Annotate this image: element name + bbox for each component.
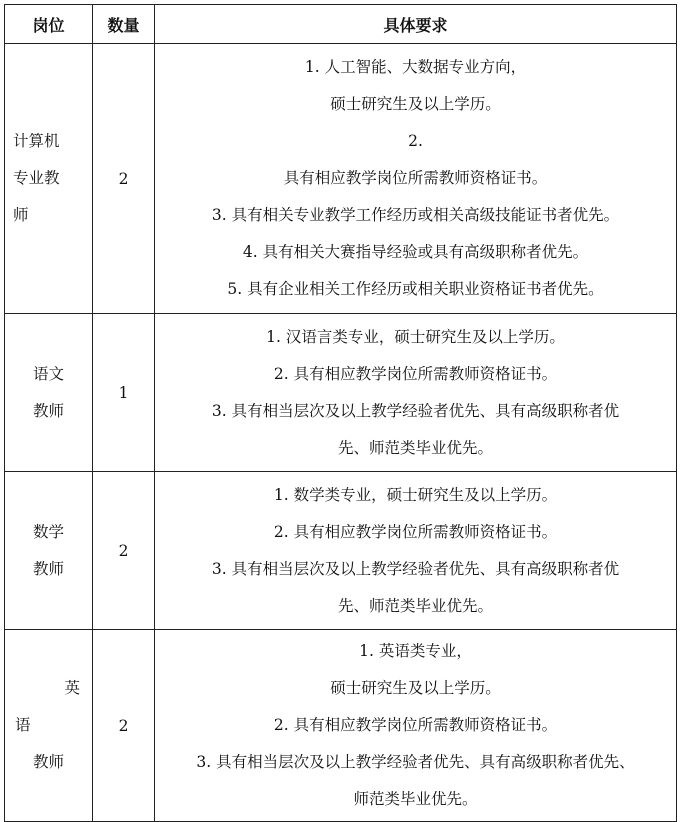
position-line: 数学 (32, 522, 64, 541)
header-count: 数量 (93, 5, 155, 44)
position-line: 教师 (32, 753, 64, 771)
requirements-cell (155, 44, 677, 314)
position-cell (5, 44, 93, 314)
requirement-line: 3. 具有相当层次及以上教学经验者优先、具有高级职称者优先、 (196, 753, 635, 771)
requirement-line: 1. 汉语言类专业，硕士研究生及以上学历。 (266, 327, 565, 346)
position-line: 教师 (32, 559, 64, 578)
requirement-line: 5. 具有企业相关工作经历或相关职业资格证书者优先。 (227, 280, 604, 298)
position-line: 语文 (32, 364, 64, 383)
requirements-table (4, 4, 677, 822)
requirement-line: 先、师范类毕业优先。 (337, 438, 493, 457)
requirement-line: 2. 具有相应教学岗位所需教师资格证书。 (273, 716, 558, 734)
position-line: 专业教 (13, 169, 60, 187)
table-row (5, 44, 677, 314)
position-cell (5, 472, 93, 630)
header-requirements: 具体要求 (155, 5, 677, 44)
requirement-line: 2. 具有相应教学岗位所需教师资格证书。 (273, 364, 558, 383)
requirement-line: 4. 具有相关大赛指导经验或具有高级职称者优先。 (242, 243, 589, 261)
table-row (5, 630, 677, 822)
count-cell: 2 (93, 472, 155, 630)
position-cell (5, 314, 93, 472)
requirement-line: 师范类毕业优先。 (353, 790, 478, 808)
table-row (5, 472, 677, 630)
position-line: 英 (64, 679, 80, 697)
position-line: 教师 (32, 401, 64, 420)
requirement-line: 3. 具有相当层次及以上教学经验者优先、具有高级职称者优 (211, 401, 620, 420)
requirement-line: 硕士研究生及以上学历。 (330, 679, 501, 697)
table-row (5, 314, 677, 472)
requirement-line: 1. 人工智能、大数据专业方向， (304, 58, 527, 76)
requirement-line: 3. 具有相当层次及以上教学经验者优先、具有高级职称者优 (211, 559, 620, 578)
header-position: 岗位 (5, 5, 93, 44)
requirement-line: 1. 数学类专业，硕士研究生及以上学历。 (273, 485, 558, 504)
requirement-line: 具有相应教学岗位所需教师资格证书。 (283, 169, 548, 187)
requirements-cell (155, 630, 677, 822)
position-cell (5, 630, 93, 822)
count-cell: 2 (93, 44, 155, 314)
position-line: 语 (15, 716, 31, 734)
count-cell: 1 (93, 314, 155, 472)
requirements-cell (155, 314, 677, 472)
requirement-line: 3. 具有相关专业教学工作经历或相关高级技能证书者优先。 (211, 206, 620, 224)
count-cell: 2 (93, 630, 155, 822)
requirement-line: 先、师范类毕业优先。 (337, 596, 493, 615)
requirement-line: 2. (408, 132, 423, 150)
requirement-line: 2. 具有相应教学岗位所需教师资格证书。 (273, 522, 558, 541)
position-line: 师 (13, 206, 29, 224)
requirement-line: 1. 英语类专业， (359, 642, 472, 660)
position-line: 计算机 (13, 132, 60, 150)
requirement-line: 硕士研究生及以上学历。 (330, 95, 501, 113)
table-header-row (5, 5, 677, 44)
requirements-cell (155, 472, 677, 630)
